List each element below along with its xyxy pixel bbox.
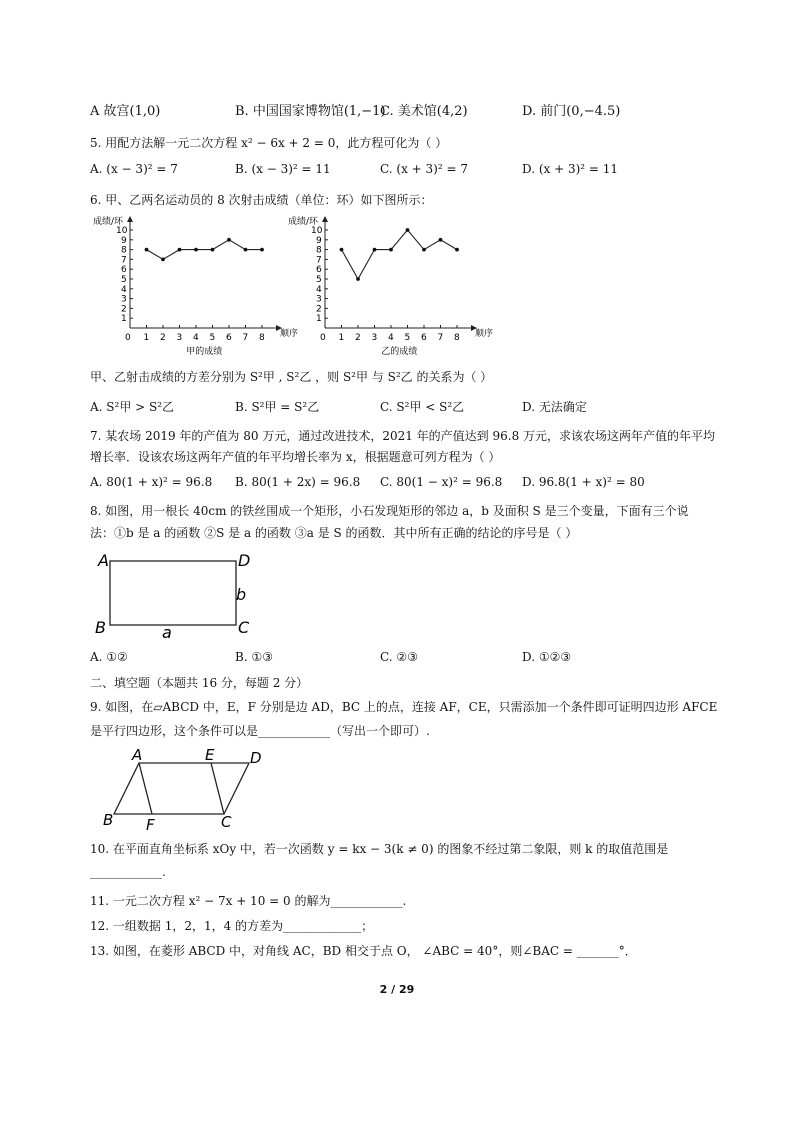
- x-tick-label: 2: [355, 333, 361, 343]
- y-axis-label: 成绩/环: [93, 217, 124, 227]
- q5-option-c: C. (x + 3)² = 7: [380, 162, 468, 176]
- label-c-vertex: C: [221, 813, 232, 831]
- data-point: [356, 277, 360, 281]
- q7-line2: 增长率．设该农场这两年产值的年平均增长率为 x，根据题意可列方程为（ ）: [90, 450, 501, 464]
- q7-option-d: D. 96.8(1 + x)² = 80: [522, 475, 645, 489]
- label-e-vertex: E: [205, 746, 215, 764]
- y-tick-label: 9: [316, 235, 322, 246]
- y-tick-label: 4: [121, 284, 127, 295]
- chart-jia: [90, 210, 299, 360]
- segment-af: [139, 763, 152, 814]
- chart-title: 甲的成绩: [186, 347, 223, 357]
- label-side-a: a: [162, 623, 172, 642]
- x-tick-label: 2: [160, 333, 166, 343]
- q4-option-c: C. 美术馆(4,2): [380, 104, 468, 119]
- y-tick-label: 6: [316, 265, 322, 276]
- data-point: [406, 228, 410, 232]
- y-tick-label: 2: [121, 304, 127, 315]
- x-tick-label: 0: [320, 333, 326, 343]
- rectangle-abcd: [110, 561, 236, 625]
- page-number: 2 / 29: [379, 983, 415, 996]
- q6-option-d: D. 无法确定: [522, 400, 587, 414]
- label-b-vertex: B: [103, 811, 114, 829]
- y-tick-label: 3: [316, 294, 322, 305]
- x-tick-label: 3: [371, 333, 378, 343]
- data-point: [227, 238, 231, 242]
- parallelogram-abcd: [114, 763, 249, 814]
- label-d-vertex: D: [238, 551, 251, 570]
- segment-ce: [211, 763, 224, 814]
- q7-option-c: C. 80(1 − x)² = 96.8: [380, 475, 503, 489]
- q7-option-b: B. 80(1 + 2x) = 96.8: [235, 475, 361, 489]
- x-tick-label: 8: [454, 333, 460, 343]
- rectangle-figure: [90, 548, 270, 643]
- data-point: [260, 248, 264, 252]
- y-axis-label: 成绩/环: [288, 217, 319, 227]
- q8-option-d: D. ①②③: [522, 650, 572, 664]
- q6-option-a: A. S²甲 > S²乙: [90, 400, 175, 414]
- data-point: [455, 248, 459, 252]
- x-tick-label: 8: [259, 333, 265, 343]
- q6-question: 甲、乙射击成绩的方差分别为 S²甲 , S²乙 ，则 S²甲 与 S²乙 的关系为（ ）: [90, 370, 493, 384]
- series-line: [342, 230, 458, 279]
- data-point: [340, 248, 344, 252]
- data-point: [211, 248, 215, 252]
- q7-option-a: A. 80(1 + x)² = 96.8: [90, 475, 213, 489]
- y-tick-label: 8: [316, 245, 322, 256]
- q5-stem: 5. 用配方法解一元二次方程 x² − 6x + 2 = 0，此方程可化为（ ）: [90, 136, 448, 150]
- y-tick-label: 10: [116, 226, 128, 236]
- y-tick-label: 6: [121, 265, 127, 276]
- q5-option-d: D. (x + 3)² = 11: [522, 162, 619, 176]
- q10-line2: ____________.: [90, 865, 166, 879]
- parallelogram-figure: [100, 743, 280, 835]
- label-side-b: b: [236, 585, 247, 604]
- y-tick-label: 7: [121, 255, 127, 266]
- chart-title: 乙的成绩: [381, 347, 418, 357]
- data-point: [422, 248, 426, 252]
- data-point: [161, 258, 165, 262]
- q8-option-a: A. ①②: [90, 650, 128, 664]
- x-tick-label: 7: [437, 333, 444, 343]
- y-tick-label: 8: [121, 245, 127, 256]
- q7-line1: 7. 某农场 2019 年的产值为 80 万元，通过改进技术，2021 年的产值达到 96.8 万元，求该农场这两年产值的年平均: [90, 429, 716, 443]
- label-a-vertex: A: [132, 746, 143, 764]
- x-tick-label: 4: [388, 333, 394, 343]
- data-point: [178, 248, 182, 252]
- q4-option-a: A 故宫(1,0): [90, 104, 161, 119]
- x-tick-label: 1: [143, 333, 150, 343]
- q10-line1: 10. 在平面直角坐标系 xOy 中，若一次函数 y = kx − 3(k ≠ 0) 的图象不经过第二象限，则 k 的取值范围是: [90, 842, 669, 856]
- label-c-vertex: C: [238, 618, 250, 637]
- data-point: [373, 248, 377, 252]
- q13-text: 13. 如图，在菱形 ABCD 中，对角线 AC，BD 相交于点 O， ∠ABC = 40°，则∠BAC = _______°．: [90, 944, 637, 958]
- y-tick-label: 1: [316, 314, 322, 325]
- x-tick-label: 6: [421, 333, 427, 343]
- q4-option-b: B. 中国国家博物馆(1,−1): [235, 104, 386, 119]
- y-tick-label: 7: [316, 255, 322, 266]
- x-tick-label: 7: [242, 333, 249, 343]
- q6-option-c: C. S²甲 < S²乙: [380, 400, 465, 414]
- data-point: [439, 238, 443, 242]
- section-2-title: 二、填空题（本题共 16 分，每题 2 分）: [90, 676, 309, 690]
- y-axis-arrow: [322, 216, 328, 222]
- x-tick-label: 1: [338, 333, 345, 343]
- y-tick-label: 10: [311, 226, 323, 236]
- data-point: [389, 248, 393, 252]
- data-point: [194, 248, 198, 252]
- label-a-vertex: A: [98, 551, 109, 570]
- data-point: [244, 248, 248, 252]
- x-tick-label: 5: [209, 333, 216, 343]
- x-tick-label: 4: [193, 333, 199, 343]
- q6-stem: 6. 甲、乙两名运动员的 8 次射击成绩（单位：环）如下图所示：: [90, 193, 433, 207]
- y-tick-label: 5: [121, 275, 127, 285]
- q6-option-b: B. S²甲 = S²乙: [235, 400, 320, 414]
- y-tick-label: 2: [316, 304, 322, 315]
- q8-option-b: B. ①③: [235, 650, 273, 664]
- q12-text: 12. 一组数据 1，2，1，4 的方差为_____________；: [90, 919, 374, 933]
- label-b-vertex: B: [95, 618, 106, 637]
- y-tick-label: 9: [121, 235, 127, 246]
- q9-line1: 9. 如图，在▱ABCD 中，E，F 分别是边 AD，BC 上的点，连接 AF，CE，只需添加一个条件即可证明四边形 AFCE: [90, 700, 718, 714]
- label-d-vertex: D: [250, 749, 262, 767]
- label-f-vertex: F: [146, 816, 155, 834]
- y-tick-label: 3: [121, 294, 127, 305]
- x-axis-label: 顺序: [280, 329, 299, 339]
- q5-option-b: B. (x − 3)² = 11: [235, 162, 331, 176]
- x-tick-label: 6: [226, 333, 232, 343]
- chart-yi: [285, 210, 494, 360]
- x-axis-label: 顺序: [475, 329, 494, 339]
- x-tick-label: 0: [125, 333, 131, 343]
- q8-line1: 8. 如图，用一根长 40cm 的铁丝围成一个矩形，小石发现矩形的邻边 a，b 及面积 S 是三个变量，下面有三个说: [90, 504, 689, 518]
- q5-option-a: A. (x − 3)² = 7: [90, 162, 178, 176]
- q8-line2: 法：①b 是 a 的函数 ②S 是 a 的函数 ③a 是 S 的函数．其中所有正确的结论的序号是（ ）: [90, 526, 578, 540]
- q11-text: 11. 一元二次方程 x² − 7x + 10 = 0 的解为____________.: [90, 894, 407, 908]
- y-tick-label: 5: [316, 275, 322, 285]
- q9-line2: 是平行四边形，这个条件可以是____________（写出一个即可）.: [90, 724, 430, 738]
- q4-option-d: D. 前门(0,−4.5): [522, 104, 621, 119]
- q8-option-c: C. ②③: [380, 650, 418, 664]
- x-tick-label: 5: [404, 333, 411, 343]
- y-axis-arrow: [127, 216, 133, 222]
- data-point: [145, 248, 149, 252]
- y-tick-label: 1: [121, 314, 127, 325]
- x-tick-label: 3: [176, 333, 183, 343]
- y-tick-label: 4: [316, 284, 322, 295]
